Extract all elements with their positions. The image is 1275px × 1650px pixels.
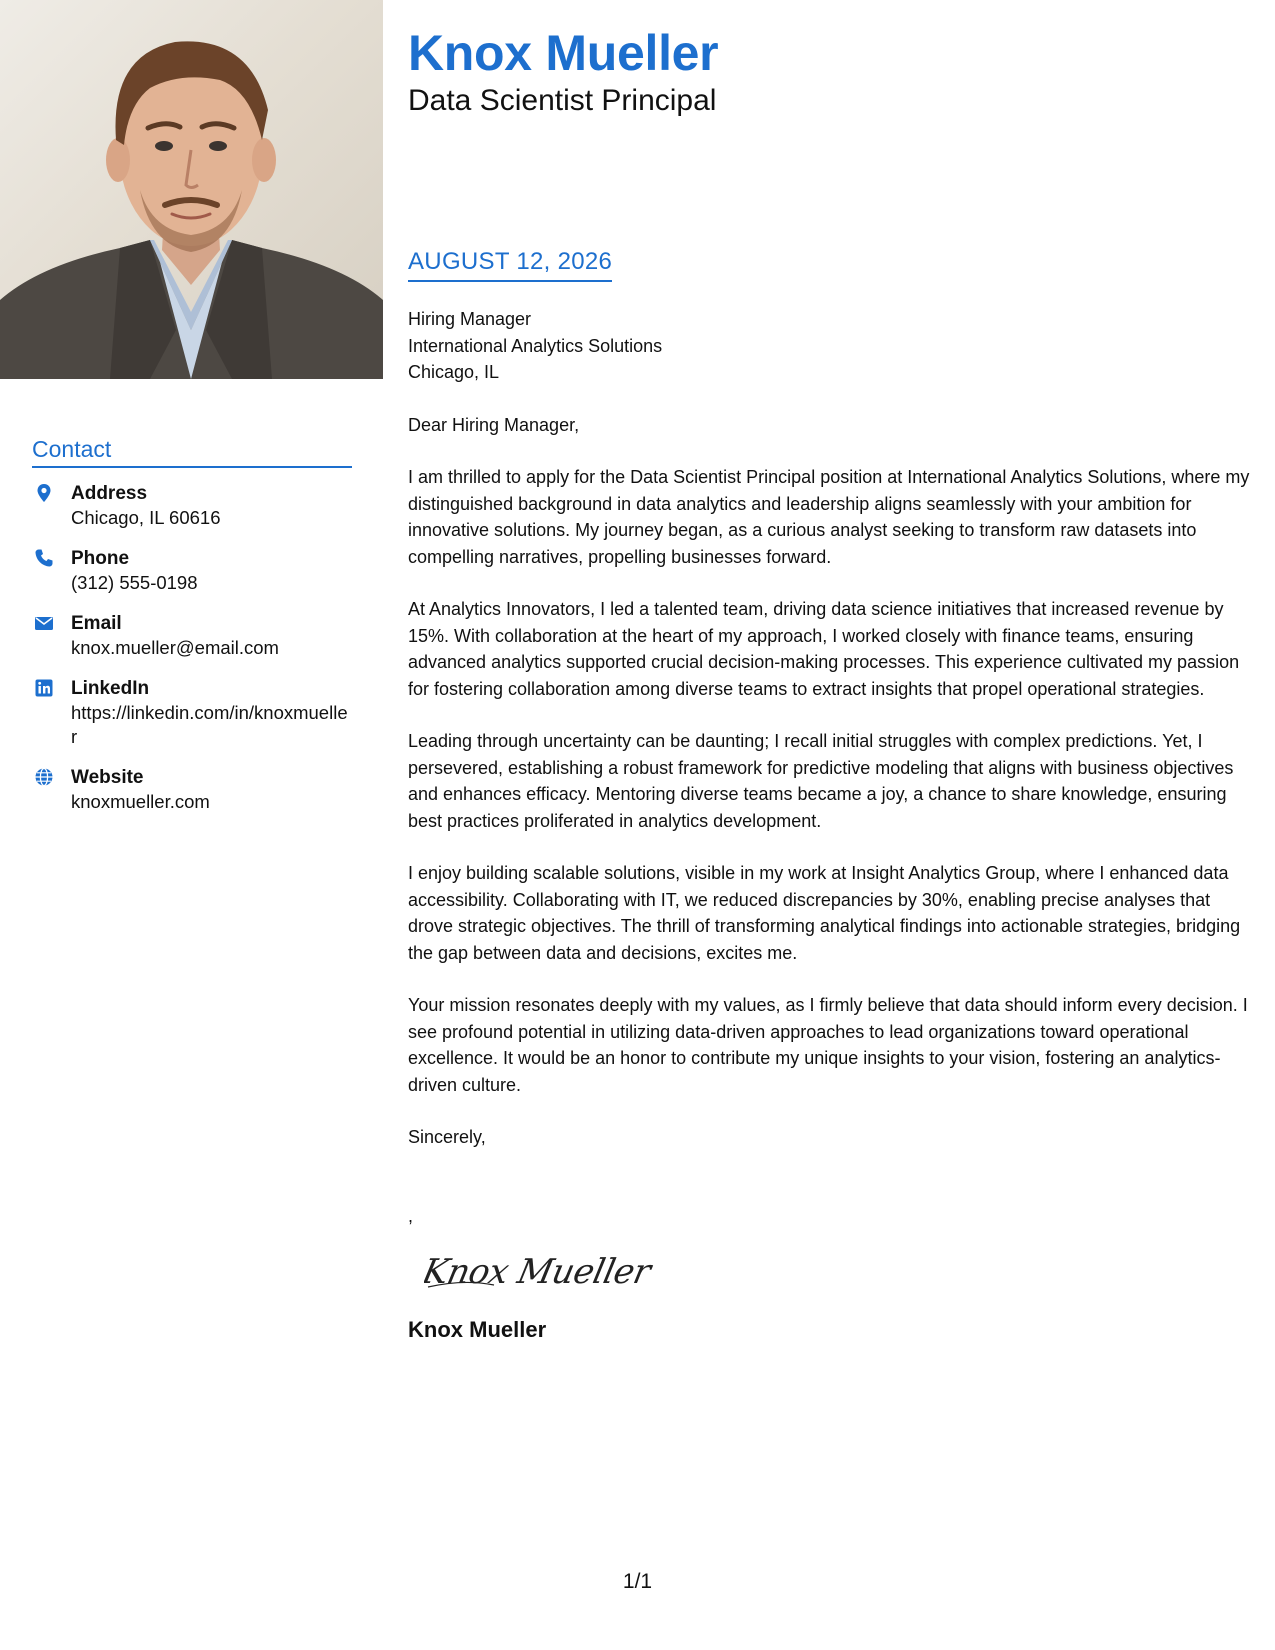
page-number: 1/1 (622, 1570, 653, 1593)
recipient-company: International Analytics Solutions (408, 335, 663, 356)
contact-value: knoxmueller.com (71, 791, 210, 812)
recipient-title: Hiring Manager (408, 309, 532, 329)
letter-body (408, 248, 1253, 1343)
profile-photo (0, 0, 383, 379)
email-icon (34, 613, 54, 633)
letter-paragraph: At Analytics Innovators, I led a talented team, driving data science initiatives that increased revenue by 15%. With collaboration at the heart of my approach, I worked closely with finance teams, ensuring advanced analytics supported crucial decision-making processes. This experience cultivated my passion for fostering collaboration among diverse teams to extract insights that propel operational strategies. (408, 599, 1240, 699)
contact-linkedin (32, 676, 352, 749)
recipient-location: Chicago, IL (408, 362, 500, 382)
contact-heading: Contact (32, 436, 352, 468)
globe-icon (34, 767, 54, 787)
letter-paragraph: Leading through uncertainty can be daunting; I recall initial struggles with complex predictions. Yet, I persevered, establishing a robust framework for predictive modeling that aligns with business objectives and enhances efficacy. Mentoring diverse teams became a joy, a chance to share knowledge, ensuring best practices proliferated in analytics development. (408, 731, 1234, 831)
letter-paragraph: I am thrilled to apply for the Data Scientist Principal position at International Analytics Solutions, where my distinguished background in data analytics and leadership aligns seamlessly with your ambition for innovative solutions. My journey began, as a curious analyst seeking to transform raw datasets into compelling narratives, propelling businesses forward. (408, 467, 1250, 567)
closing: Sincerely, (408, 1127, 486, 1147)
letter-date: AUGUST 12, 2026 (408, 248, 612, 282)
letter-paragraph: I enjoy building scalable solutions, visible in my work at Insight Analytics Group, where I enhanced data accessibility. Collaborating with IT, we reduced discrepancies by 30%, enabling precise analyses that drove strategic objectives. The thrill of transforming analytical findings into actionable strategies, bridging the gap between data and decisions, excites me. (408, 863, 1241, 963)
header (408, 24, 1238, 120)
contact-label: LinkedIn (71, 678, 150, 699)
candidate-name: Knox Mueller (408, 25, 719, 81)
contact-phone (32, 546, 352, 595)
contact-label: Phone (71, 548, 130, 569)
contact-label: Address (71, 483, 148, 504)
contact-label: Email (71, 613, 122, 634)
contact-value: knox.mueller@email.com (71, 637, 279, 658)
contact-label: Website (71, 767, 144, 788)
signer-name: Knox Mueller (408, 1316, 547, 1342)
signature-text: Knox Mueller (424, 1251, 654, 1292)
recipient-block (408, 306, 1253, 386)
job-title: Data Scientist Principal (408, 84, 717, 117)
signature-comma: , (408, 1205, 414, 1226)
contact-email (32, 611, 352, 660)
handwritten-signature (424, 1239, 664, 1303)
salutation: Dear Hiring Manager, (408, 414, 580, 435)
contact-sidebar (32, 436, 352, 830)
contact-value: https://linkedin.com/in/knoxmueller (71, 702, 348, 747)
location-pin-icon (34, 483, 54, 503)
phone-icon (34, 548, 54, 568)
contact-value: (312) 555-0198 (71, 572, 198, 593)
linkedin-icon (34, 678, 54, 698)
contact-address (32, 481, 352, 530)
contact-website (32, 765, 352, 814)
letter-paragraph: Your mission resonates deeply with my values, as I firmly believe that data should inform every decision. I see profound potential in utilizing data-driven approaches to lead organizations toward operational excellence. It would be an honor to contribute my unique insights to your vision, fostering an analytics-driven culture. (408, 995, 1248, 1095)
contact-value: Chicago, IL 60616 (71, 507, 221, 528)
